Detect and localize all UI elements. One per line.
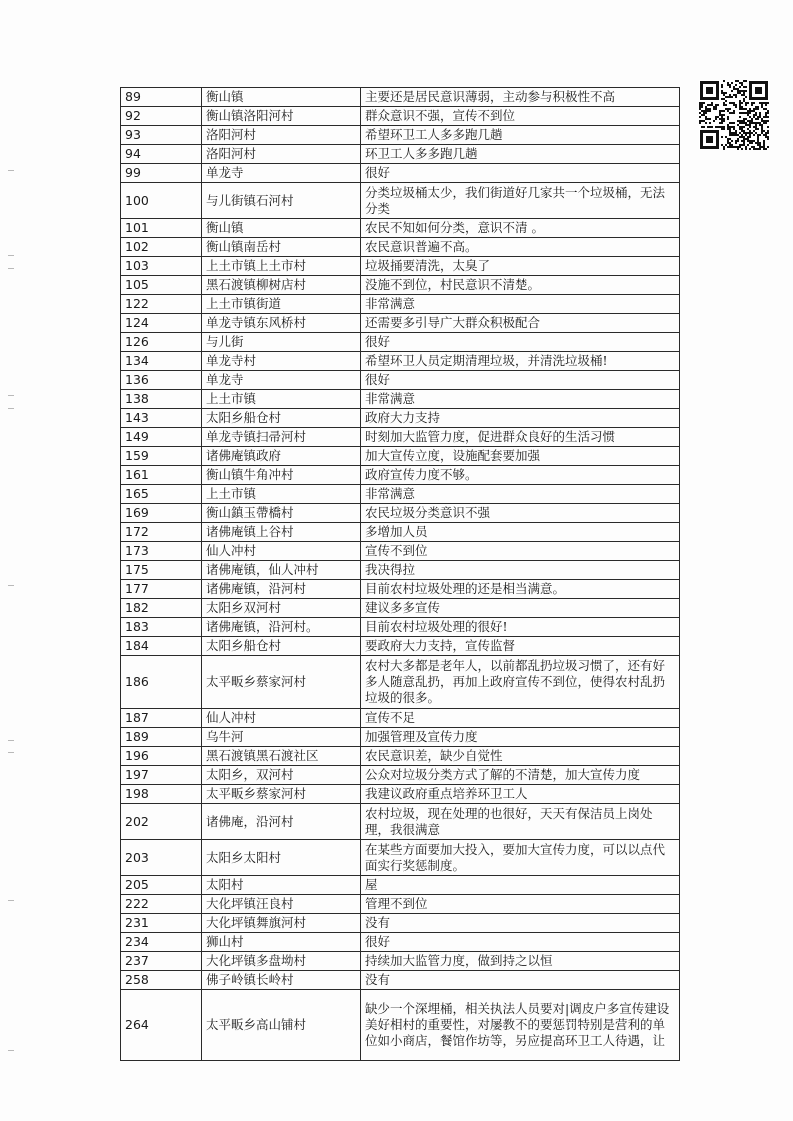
qr-code-icon — [699, 80, 769, 150]
table-row — [121, 804, 680, 840]
village-cell: 诸佛庵镇，仙人冲村 — [202, 561, 361, 580]
comment-cell: 时刻加大监管力度，促进群众良好的生活习惯 — [361, 428, 680, 447]
village-cell: 上土市镇 — [202, 485, 361, 504]
table-row — [121, 390, 680, 409]
table-row — [121, 145, 680, 164]
comment-cell: 在某些方面要加大投入，要加大宣传力度，可以以点代面实行奖惩制度。 — [361, 840, 680, 876]
village-cell: 诸佛庵镇，沿河村 — [202, 580, 361, 599]
response-number-cell: 222 — [121, 895, 202, 914]
village-cell: 与儿街镇石河村 — [202, 183, 361, 219]
village-cell: 太阳乡船仓村 — [202, 637, 361, 656]
comment-cell: 农民意识普遍不高。 — [361, 238, 680, 257]
margin-tick — [8, 255, 14, 256]
response-number-cell: 237 — [121, 952, 202, 971]
comment-cell: 管理不到位 — [361, 895, 680, 914]
table-row — [121, 709, 680, 728]
comment-cell: 希望环卫工人多多跑几趟 — [361, 126, 680, 145]
comment-cell: 公众对垃圾分类方式了解的不清楚，加大宣传力度 — [361, 766, 680, 785]
response-number-cell: 159 — [121, 447, 202, 466]
village-cell: 大化坪镇汪良村 — [202, 895, 361, 914]
response-number-cell: 161 — [121, 466, 202, 485]
response-number-cell: 134 — [121, 352, 202, 371]
response-number-cell: 165 — [121, 485, 202, 504]
comment-cell: 非常满意 — [361, 485, 680, 504]
response-number-cell: 124 — [121, 314, 202, 333]
response-number-cell: 205 — [121, 876, 202, 895]
response-number-cell: 182 — [121, 599, 202, 618]
village-cell: 诸佛庵，沿河村 — [202, 804, 361, 840]
response-number-cell: 198 — [121, 785, 202, 804]
comment-cell: 没有 — [361, 914, 680, 933]
comment-cell: 很好 — [361, 371, 680, 390]
village-cell: 黑石渡镇黑石渡社区 — [202, 747, 361, 766]
table-row — [121, 466, 680, 485]
comment-cell: 目前农村垃圾处理的还是相当满意。 — [361, 580, 680, 599]
table-row — [121, 914, 680, 933]
table-row — [121, 88, 680, 107]
table-row — [121, 428, 680, 447]
table-row — [121, 599, 680, 618]
response-number-cell: 138 — [121, 390, 202, 409]
village-cell: 衡山镇南岳村 — [202, 238, 361, 257]
margin-tick — [8, 170, 14, 171]
comment-cell: 还需要多引导广大群众积极配合 — [361, 314, 680, 333]
village-cell: 单龙寺镇东风桥村 — [202, 314, 361, 333]
response-number-cell: 143 — [121, 409, 202, 428]
comment-cell: 政府大力支持 — [361, 409, 680, 428]
table-row — [121, 504, 680, 523]
village-cell: 诸佛庵镇政府 — [202, 447, 361, 466]
village-cell: 大化坪镇舞旗河村 — [202, 914, 361, 933]
table-row — [121, 580, 680, 599]
comment-cell: 农村垃圾，现在处理的也很好，天天有保洁员上岗处理，我很满意 — [361, 804, 680, 840]
comment-cell: 建议多多宣传 — [361, 599, 680, 618]
table-row — [121, 164, 680, 183]
comment-cell: 我建议政府重点培养环卫工人 — [361, 785, 680, 804]
response-number-cell: 264 — [121, 990, 202, 1061]
response-number-cell: 203 — [121, 840, 202, 876]
table-row — [121, 219, 680, 238]
comment-cell: 要政府大力支持，宣传监督 — [361, 637, 680, 656]
village-cell: 上土市镇 — [202, 390, 361, 409]
comment-cell: 非常满意 — [361, 390, 680, 409]
village-cell: 诸佛庵镇上谷村 — [202, 523, 361, 542]
village-cell: 佛子岭镇长岭村 — [202, 971, 361, 990]
village-cell: 诸佛庵镇，沿河村。 — [202, 618, 361, 637]
margin-tick — [8, 268, 14, 269]
comment-cell: 主要还是居民意识薄弱，主动参与积极性不高 — [361, 88, 680, 107]
margin-tick — [8, 1050, 14, 1051]
table-row — [121, 295, 680, 314]
village-cell: 仙人冲村 — [202, 542, 361, 561]
table-row — [121, 238, 680, 257]
comment-cell: 加强管理及宣传力度 — [361, 728, 680, 747]
table-row — [121, 314, 680, 333]
village-cell: 大化坪镇多盘坳村 — [202, 952, 361, 971]
response-number-cell: 258 — [121, 971, 202, 990]
village-cell: 单龙寺村 — [202, 352, 361, 371]
response-number-cell: 196 — [121, 747, 202, 766]
comment-cell: 屋 — [361, 876, 680, 895]
table-row — [121, 371, 680, 390]
response-number-cell: 102 — [121, 238, 202, 257]
comment-cell: 宣传不到位 — [361, 542, 680, 561]
table-row — [121, 747, 680, 766]
village-cell: 衡山镇 — [202, 219, 361, 238]
table-row — [121, 447, 680, 466]
comment-cell: 持续加大监管力度，做到持之以恒 — [361, 952, 680, 971]
response-number-cell: 169 — [121, 504, 202, 523]
comment-cell: 希望环卫人员定期清理垃圾，并清洗垃圾桶! — [361, 352, 680, 371]
comment-cell: 宣传不足 — [361, 709, 680, 728]
table-row — [121, 257, 680, 276]
village-cell: 黑石渡镇柳树店村 — [202, 276, 361, 295]
village-cell: 太阳乡船仓村 — [202, 409, 361, 428]
table-row — [121, 107, 680, 126]
response-number-cell: 189 — [121, 728, 202, 747]
table-row — [121, 876, 680, 895]
table-row — [121, 542, 680, 561]
response-number-cell: 183 — [121, 618, 202, 637]
response-number-cell: 122 — [121, 295, 202, 314]
table-row — [121, 656, 680, 709]
village-cell: 上土市镇上土市村 — [202, 257, 361, 276]
table-row — [121, 728, 680, 747]
response-number-cell: 136 — [121, 371, 202, 390]
response-number-cell: 184 — [121, 637, 202, 656]
response-number-cell: 101 — [121, 219, 202, 238]
village-cell: 单龙寺 — [202, 371, 361, 390]
village-cell: 与儿街 — [202, 333, 361, 352]
village-cell: 太平畈乡蔡家河村 — [202, 656, 361, 709]
village-cell: 上土市镇街道 — [202, 295, 361, 314]
response-table-body — [121, 88, 680, 1061]
village-cell: 洛阳河村 — [202, 145, 361, 164]
response-number-cell: 197 — [121, 766, 202, 785]
comment-cell: 没施不到位，村民意识不清楚。 — [361, 276, 680, 295]
margin-tick — [8, 740, 14, 741]
table-row — [121, 990, 680, 1061]
comment-cell: 农民不知如何分类，意识不清 。 — [361, 219, 680, 238]
table-row — [121, 409, 680, 428]
comment-cell: 很好 — [361, 333, 680, 352]
comment-cell: 分类垃圾桶太少，我们街道好几家共一个垃圾桶，无法分类 — [361, 183, 680, 219]
response-number-cell: 173 — [121, 542, 202, 561]
village-cell: 太阳村 — [202, 876, 361, 895]
village-cell: 太平畈乡高山铺村 — [202, 990, 361, 1061]
village-cell: 太阳乡双河村 — [202, 599, 361, 618]
village-cell: 衡山镇 — [202, 88, 361, 107]
comment-cell: 加大宣传立度，设施配套要加强 — [361, 447, 680, 466]
response-number-cell: 100 — [121, 183, 202, 219]
response-number-cell: 186 — [121, 656, 202, 709]
response-number-cell: 231 — [121, 914, 202, 933]
response-number-cell: 103 — [121, 257, 202, 276]
margin-tick — [8, 395, 14, 396]
village-cell: 衡山镇洛阳河村 — [202, 107, 361, 126]
village-cell: 单龙寺镇扫帚河村 — [202, 428, 361, 447]
response-number-cell: 202 — [121, 804, 202, 840]
margin-tick — [8, 585, 14, 586]
table-row — [121, 276, 680, 295]
response-table — [120, 87, 680, 1061]
table-row — [121, 766, 680, 785]
comment-cell: 农村大多都是老年人，以前都乱扔垃圾习惯了，还有好多人随意乱扔，再加上政府宣传不到位，使得农村乱扔垃圾的很多。 — [361, 656, 680, 709]
response-number-cell: 99 — [121, 164, 202, 183]
comment-cell: 群众意识不强，宣传不到位 — [361, 107, 680, 126]
response-number-cell: 92 — [121, 107, 202, 126]
table-row — [121, 352, 680, 371]
village-cell: 衡山镇牛角冲村 — [202, 466, 361, 485]
table-row — [121, 840, 680, 876]
table-row — [121, 126, 680, 145]
village-cell: 单龙寺 — [202, 164, 361, 183]
village-cell: 太阳乡太阳村 — [202, 840, 361, 876]
response-number-cell: 175 — [121, 561, 202, 580]
response-number-cell: 187 — [121, 709, 202, 728]
village-cell: 狮山村 — [202, 933, 361, 952]
response-number-cell: 105 — [121, 276, 202, 295]
response-number-cell: 177 — [121, 580, 202, 599]
village-cell: 仙人冲村 — [202, 709, 361, 728]
table-row — [121, 952, 680, 971]
response-number-cell: 94 — [121, 145, 202, 164]
table-row — [121, 785, 680, 804]
comment-cell: 政府宣传力度不够。 — [361, 466, 680, 485]
response-number-cell: 172 — [121, 523, 202, 542]
margin-tick — [8, 900, 14, 901]
comment-cell: 环卫工人多多跑几趟 — [361, 145, 680, 164]
comment-cell: 非常满意 — [361, 295, 680, 314]
village-cell: 洛阳河村 — [202, 126, 361, 145]
table-row — [121, 618, 680, 637]
comment-cell: 垃圾捅要清洗，太臭了 — [361, 257, 680, 276]
table-row — [121, 485, 680, 504]
village-cell: 衡山鎮玉帶橋村 — [202, 504, 361, 523]
comment-cell: 缺少一个深埋桶，相关执法人员要对|调皮户多宣传建设美好相村的重要性，对屡教不的要惩罚特别是营利的单位如小商店，餐馆作坊等，另应提高环卫工人待遇，让 — [361, 990, 680, 1061]
margin-tick — [8, 408, 14, 409]
comment-cell: 农民意识差，缺少自觉性 — [361, 747, 680, 766]
response-number-cell: 234 — [121, 933, 202, 952]
table-row — [121, 933, 680, 952]
margin-tick — [8, 752, 14, 753]
village-cell: 太阳乡，双河村 — [202, 766, 361, 785]
comment-cell: 很好 — [361, 164, 680, 183]
table-row — [121, 561, 680, 580]
comment-cell: 目前农村垃圾处理的很好! — [361, 618, 680, 637]
response-number-cell: 89 — [121, 88, 202, 107]
village-cell: 太平畈乡蔡家河村 — [202, 785, 361, 804]
comment-cell: 农民垃圾分类意识不强 — [361, 504, 680, 523]
comment-cell: 没有 — [361, 971, 680, 990]
table-row — [121, 183, 680, 219]
comment-cell: 我决得拉 — [361, 561, 680, 580]
village-cell: 乌牛河 — [202, 728, 361, 747]
table-row — [121, 637, 680, 656]
response-number-cell: 93 — [121, 126, 202, 145]
table-row — [121, 895, 680, 914]
table-row — [121, 333, 680, 352]
table-row — [121, 523, 680, 542]
response-number-cell: 126 — [121, 333, 202, 352]
table-row — [121, 971, 680, 990]
comment-cell: 多增加人员 — [361, 523, 680, 542]
comment-cell: 很好 — [361, 933, 680, 952]
response-number-cell: 149 — [121, 428, 202, 447]
